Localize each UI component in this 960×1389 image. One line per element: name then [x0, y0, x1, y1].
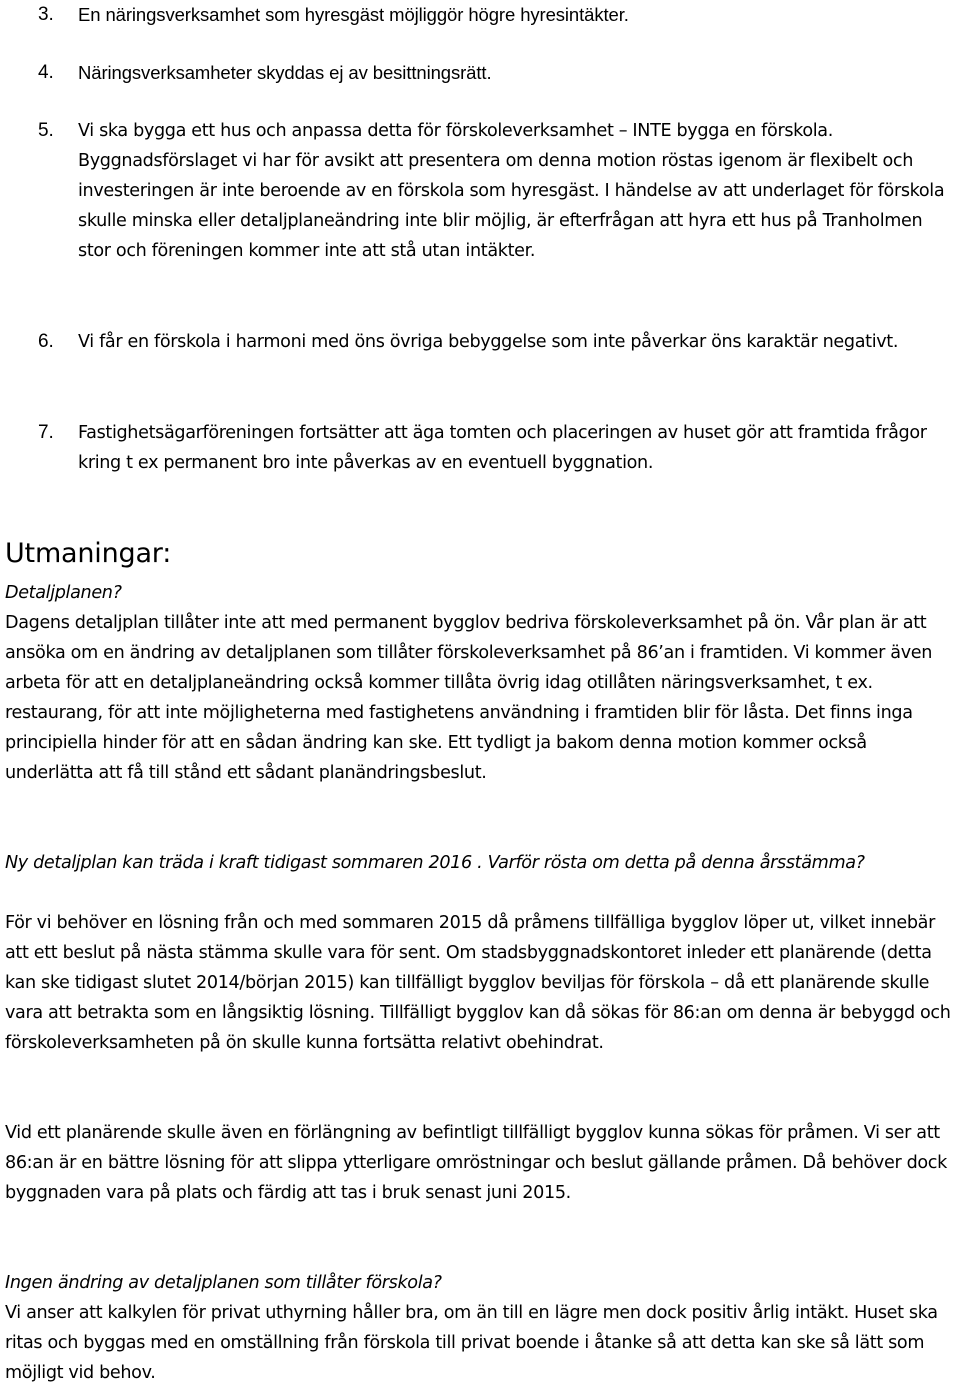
list-number: 6.: [38, 331, 54, 352]
list-text: Vi får en förskola i harmoni med öns övriga bebyggelse som inte påverkar öns karaktär negativt.: [78, 332, 899, 352]
list-item: [38, 116, 953, 266]
list-item: [38, 0, 953, 30]
paragraph: Vi anser att kalkylen för privat uthyrning håller bra, om än till en lägre men dock positiv årlig intäkt. Huset ska ritas och byggas med en omställning från förskola till privat boende i åtanke så att detta kan ske så lätt som möjligt vid behov.: [5, 1303, 938, 1383]
list-text: Vi ska bygga ett hus och anpassa detta för förskoleverksamhet – INTE bygga en förskola. Byggnadsförslaget vi har för avsikt att presentera om denna motion röstas igenom är flexibelt och investeringen är inte beroende av en förskola som hyresgäst. I händelse av att underlaget för förskola skulle minska eller detaljplaneändring inte blir möjlig, är efterfrågan att hyra ett hus på Tranholmen stor och föreningen kommer inte att stå utan intäkter.: [78, 121, 945, 261]
list-text: Fastighetsägarföreningen fortsätter att äga tomten och placeringen av huset gör att framtida frågor kring t ex permanent bro inte påverkas av en eventuell byggnation.: [78, 423, 927, 473]
subheading: Ny detaljplan kan träda i kraft tidigast sommaren 2016 . Varför rösta om detta på denna årsstämma?: [5, 853, 865, 873]
subheading: Ingen ändring av detaljplanen som tillåter förskola?: [5, 1273, 442, 1293]
list-number: 3.: [38, 4, 54, 25]
list-text: Näringsverksamheter skyddas ej av besittningsrätt.: [78, 62, 492, 83]
list-item: [38, 58, 953, 88]
list-item: [38, 327, 953, 357]
list-number: 7.: [38, 422, 54, 443]
list-number: 5.: [38, 120, 54, 141]
list-item: [38, 418, 953, 478]
subheading: Detaljplanen?: [5, 583, 122, 603]
section-heading: Utmaningar:: [5, 538, 172, 569]
paragraph: Vid ett planärende skulle även en förlängning av befintligt tillfälligt bygglov kunna sökas för pråmen. Vi ser att 86:an är en bättre lösning för att slippa ytterligare omröstningar och beslut gällande pråmen. Då behöver dock byggnaden vara på plats och färdig att tas i bruk senast juni 2015.: [5, 1123, 947, 1203]
list-text: En näringsverksamhet som hyresgäst möjliggör högre hyresintäkter.: [78, 4, 629, 25]
paragraph: Dagens detaljplan tillåter inte att med permanent bygglov bedriva förskoleverksamhet på ön. Vår plan är att ansöka om en ändring av detaljplanen som tillåter förskoleverksamhet på 86’an i framtiden. Vi kommer även arbeta för att en detaljplaneändring också kommer tillåta övrig idag otillåten näringsverksamhet, t ex. restaurang, för att inte möjligheterna med fastighetens användning i framtiden blir för låsta. Det finns inga principiella hinder för att en sådan ändring kan ske. Ett tydligt ja bakom denna motion kommer också underlätta att få till stånd ett sådant planändringsbeslut.: [5, 613, 933, 783]
paragraph: För vi behöver en lösning från och med sommaren 2015 då pråmens tillfälliga bygglov löper ut, vilket innebär att ett beslut på nästa stämma skulle vara för sent. Om stadsbyggnadskontoret inleder ett planärende (detta kan ske tidigast slutet 2014/början 2015) kan tillfälligt bygglov beviljas för förskola – då ett planärende skulle vara att betrakta som en långsiktig lösning. Tillfälligt bygglov kan då sökas för 86:an om denna är bebyggd och förskoleverksamheten på ön skulle kunna fortsätta relativt obehindrat.: [5, 913, 951, 1053]
list-number: 4.: [38, 62, 54, 83]
